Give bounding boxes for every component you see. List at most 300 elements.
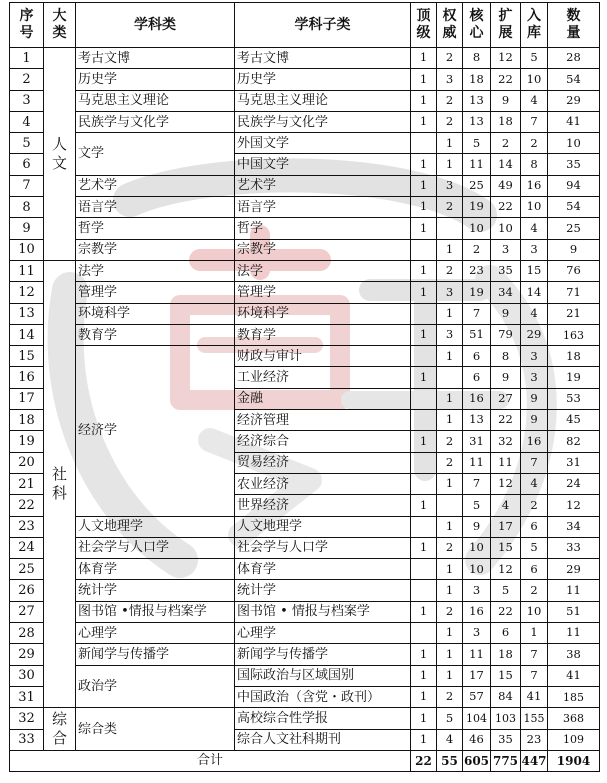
- authority-cell: [437, 495, 463, 516]
- subcategory-cell: 哲学: [235, 218, 411, 239]
- extended-cell: 5: [491, 580, 521, 601]
- core-cell: 16: [463, 601, 491, 622]
- core-cell: 11: [463, 452, 491, 473]
- entry-cell: 2: [521, 495, 548, 516]
- count-cell: 25: [548, 218, 600, 239]
- subcategory-cell: 经济综合: [235, 431, 411, 452]
- entry-cell: 16: [521, 175, 548, 196]
- seq-cell: 31: [10, 686, 44, 707]
- subcategory-cell: 国际政治与区域国别: [235, 665, 411, 686]
- authority-cell: 1: [437, 473, 463, 494]
- core-cell: 5: [463, 133, 491, 154]
- extended-cell: 34: [491, 282, 521, 303]
- table-row: [10, 537, 600, 558]
- core-cell: 25: [463, 175, 491, 196]
- seq-cell: 28: [10, 623, 44, 644]
- top-level-cell: [411, 516, 437, 537]
- count-cell: 38: [548, 644, 600, 665]
- core-cell: 13: [463, 111, 491, 132]
- extended-cell: 32: [491, 431, 521, 452]
- seq-cell: 9: [10, 218, 44, 239]
- subcategory-cell: 语言学: [235, 197, 411, 218]
- extended-cell: 4: [491, 495, 521, 516]
- table-row: [10, 218, 600, 239]
- top-level-cell: 1: [411, 282, 437, 303]
- table-row: [10, 197, 600, 218]
- authority-cell: 1: [437, 346, 463, 367]
- authority-cell: 2: [437, 48, 463, 69]
- subject-cell: 体育学: [76, 559, 235, 580]
- subcategory-cell: 考古文博: [235, 48, 411, 69]
- top-level-cell: [411, 580, 437, 601]
- entry-header: 入 库: [521, 3, 548, 48]
- count-cell: 33: [548, 537, 600, 558]
- subject-cell: 语言学: [76, 197, 235, 218]
- extended-cell: 103: [491, 708, 521, 729]
- subject-cell: 政治学: [76, 665, 235, 708]
- count-cell: 11: [548, 623, 600, 644]
- entry-cell: 7: [521, 665, 548, 686]
- authority-cell: [437, 367, 463, 388]
- authority-cell: 2: [437, 260, 463, 281]
- authority-header: 权 威: [437, 3, 463, 48]
- count-cell: 54: [548, 69, 600, 90]
- top-level-cell: 1: [411, 260, 437, 281]
- seq-cell: 14: [10, 324, 44, 345]
- table-row: [10, 90, 600, 111]
- subject-cell: 宗教学: [76, 239, 235, 260]
- subcategory-cell: 社会学与人口学: [235, 537, 411, 558]
- seq-cell: 29: [10, 644, 44, 665]
- core-cell: 5: [463, 495, 491, 516]
- count-cell: 28: [548, 48, 600, 69]
- extended-cell: 15: [491, 665, 521, 686]
- extended-cell: 12: [491, 559, 521, 580]
- core-cell: 8: [463, 48, 491, 69]
- subject-cell: 统计学: [76, 580, 235, 601]
- seq-cell: 1: [10, 48, 44, 69]
- subcategory-cell: 中国政治（含党・政刊）: [235, 686, 411, 707]
- core-cell: 57: [463, 686, 491, 707]
- subcategory-cell: 法学: [235, 260, 411, 281]
- seq-cell: 20: [10, 452, 44, 473]
- extended-cell: 18: [491, 644, 521, 665]
- seq-cell: 33: [10, 729, 44, 750]
- top-level-cell: 1: [411, 90, 437, 111]
- authority-cell: 2: [437, 197, 463, 218]
- core-cell: 13: [463, 410, 491, 431]
- seq-cell: 11: [10, 260, 44, 281]
- category-humanities: 人 文: [44, 48, 76, 261]
- core-header: 核 心: [463, 3, 491, 48]
- count-cell: 31: [548, 452, 600, 473]
- entry-cell: 7: [521, 644, 548, 665]
- subject-cell: 艺术学: [76, 175, 235, 196]
- extended-cell: 49: [491, 175, 521, 196]
- authority-cell: 2: [437, 431, 463, 452]
- count-cell: 54: [548, 197, 600, 218]
- subject-cell: 教育学: [76, 324, 235, 345]
- authority-cell: 1: [437, 303, 463, 324]
- count-cell: 94: [548, 175, 600, 196]
- category-general: 综 合: [44, 708, 76, 751]
- table-row: [10, 111, 600, 132]
- count-cell: 19: [548, 367, 600, 388]
- top-level-cell: [411, 239, 437, 260]
- entry-cell: 2: [521, 580, 548, 601]
- core-cell: 10: [463, 537, 491, 558]
- core-cell: 7: [463, 473, 491, 494]
- entry-cell: 5: [521, 537, 548, 558]
- subject-cell: 考古文博: [76, 48, 235, 69]
- total-core: 605: [463, 750, 491, 771]
- extended-cell: 79: [491, 324, 521, 345]
- entry-cell: 5: [521, 48, 548, 69]
- table-row: [10, 346, 600, 367]
- seq-cell: 5: [10, 133, 44, 154]
- core-cell: 104: [463, 708, 491, 729]
- core-cell: 6: [463, 367, 491, 388]
- top-level-cell: [411, 559, 437, 580]
- count-cell: 368: [548, 708, 600, 729]
- total-entry: 447: [521, 750, 548, 771]
- top-level-cell: 1: [411, 495, 437, 516]
- subcategory-cell: 民族学与文化学: [235, 111, 411, 132]
- subject-cell: 管理学: [76, 282, 235, 303]
- table-row: [10, 133, 600, 154]
- seq-cell: 4: [10, 111, 44, 132]
- extended-cell: 15: [491, 537, 521, 558]
- entry-cell: 9: [521, 388, 548, 409]
- core-cell: 7: [463, 303, 491, 324]
- seq-cell: 30: [10, 665, 44, 686]
- top-level-cell: [411, 133, 437, 154]
- entry-cell: 9: [521, 410, 548, 431]
- count-cell: 163: [548, 324, 600, 345]
- authority-cell: [437, 218, 463, 239]
- count-header: 数 量: [548, 3, 600, 48]
- subcategory-cell: 综合人文社科期刊: [235, 729, 411, 750]
- entry-cell: 14: [521, 282, 548, 303]
- entry-cell: 3: [521, 346, 548, 367]
- total-count: 1904: [548, 750, 600, 771]
- top-level-cell: 1: [411, 69, 437, 90]
- core-cell: 19: [463, 282, 491, 303]
- authority-cell: 1: [437, 239, 463, 260]
- entry-cell: 4: [521, 218, 548, 239]
- top-level-cell: 1: [411, 154, 437, 175]
- entry-cell: 4: [521, 90, 548, 111]
- core-cell: 19: [463, 197, 491, 218]
- table-row: [10, 48, 600, 69]
- count-cell: 51: [548, 601, 600, 622]
- table-row: [10, 644, 600, 665]
- count-cell: 76: [548, 260, 600, 281]
- extended-cell: 3: [491, 239, 521, 260]
- authority-cell: 5: [437, 708, 463, 729]
- journal-statistics-table: [9, 2, 600, 772]
- subject-cell: 社会学与人口学: [76, 537, 235, 558]
- entry-cell: 6: [521, 559, 548, 580]
- top-level-cell: 1: [411, 197, 437, 218]
- extended-cell: 17: [491, 516, 521, 537]
- top-level-header: 顶 级: [411, 3, 437, 48]
- top-level-cell: [411, 452, 437, 473]
- authority-cell: 3: [437, 175, 463, 196]
- authority-cell: 3: [437, 324, 463, 345]
- header-row: [10, 3, 600, 48]
- table-row: [10, 239, 600, 260]
- top-level-cell: 1: [411, 601, 437, 622]
- top-level-cell: 1: [411, 644, 437, 665]
- seq-cell: 32: [10, 708, 44, 729]
- top-level-cell: 1: [411, 708, 437, 729]
- total-label: 合计: [10, 750, 411, 771]
- table-row: [10, 665, 600, 686]
- extended-header: 扩 展: [491, 3, 521, 48]
- extended-cell: 9: [491, 303, 521, 324]
- seq-cell: 26: [10, 580, 44, 601]
- subject-cell: 经济学: [76, 346, 235, 516]
- seq-cell: 24: [10, 537, 44, 558]
- authority-cell: 1: [437, 133, 463, 154]
- count-cell: 29: [548, 90, 600, 111]
- core-cell: 18: [463, 69, 491, 90]
- entry-cell: 7: [521, 452, 548, 473]
- entry-cell: 15: [521, 260, 548, 281]
- count-cell: 41: [548, 111, 600, 132]
- count-cell: 109: [548, 729, 600, 750]
- count-cell: 53: [548, 388, 600, 409]
- subcategory-header: 学科子类: [235, 3, 411, 48]
- top-level-cell: 1: [411, 48, 437, 69]
- top-level-cell: 1: [411, 729, 437, 750]
- core-cell: 23: [463, 260, 491, 281]
- subcategory-cell: 财政与审计: [235, 346, 411, 367]
- extended-cell: 22: [491, 69, 521, 90]
- top-level-cell: 1: [411, 431, 437, 452]
- seq-cell: 15: [10, 346, 44, 367]
- entry-cell: 10: [521, 69, 548, 90]
- subcategory-cell: 环境科学: [235, 303, 411, 324]
- subcategory-cell: 教育学: [235, 324, 411, 345]
- core-cell: 10: [463, 559, 491, 580]
- authority-cell: 1: [437, 410, 463, 431]
- authority-cell: 2: [437, 537, 463, 558]
- table-row: [10, 303, 600, 324]
- table-row: [10, 708, 600, 729]
- extended-cell: 2: [491, 133, 521, 154]
- table-row: [10, 623, 600, 644]
- top-level-cell: 1: [411, 324, 437, 345]
- subcategory-cell: 马克思主义理论: [235, 90, 411, 111]
- entry-cell: 3: [521, 367, 548, 388]
- subcategory-cell: 贸易经济: [235, 452, 411, 473]
- seq-cell: 8: [10, 197, 44, 218]
- total-top-level: 22: [411, 750, 437, 771]
- count-cell: 24: [548, 473, 600, 494]
- authority-cell: 1: [437, 644, 463, 665]
- count-cell: 18: [548, 346, 600, 367]
- extended-cell: 10: [491, 218, 521, 239]
- extended-cell: 6: [491, 623, 521, 644]
- core-cell: 46: [463, 729, 491, 750]
- count-cell: 9: [548, 239, 600, 260]
- top-level-cell: [411, 410, 437, 431]
- top-level-cell: [411, 473, 437, 494]
- entry-cell: 23: [521, 729, 548, 750]
- extended-cell: 22: [491, 410, 521, 431]
- total-authority: 55: [437, 750, 463, 771]
- top-level-cell: 1: [411, 218, 437, 239]
- entry-cell: 16: [521, 431, 548, 452]
- authority-cell: 3: [437, 282, 463, 303]
- entry-cell: 1: [521, 623, 548, 644]
- extended-cell: 11: [491, 452, 521, 473]
- entry-cell: 7: [521, 111, 548, 132]
- subject-cell: 马克思主义理论: [76, 90, 235, 111]
- subcategory-cell: 管理学: [235, 282, 411, 303]
- entry-cell: 3: [521, 239, 548, 260]
- count-cell: 45: [548, 410, 600, 431]
- authority-cell: 3: [437, 69, 463, 90]
- seq-cell: 17: [10, 388, 44, 409]
- count-cell: 21: [548, 303, 600, 324]
- subcategory-cell: 世界经济: [235, 495, 411, 516]
- seq-cell: 10: [10, 239, 44, 260]
- seq-cell: 22: [10, 495, 44, 516]
- authority-cell: 2: [437, 601, 463, 622]
- core-cell: 6: [463, 346, 491, 367]
- core-cell: 16: [463, 388, 491, 409]
- authority-cell: 1: [437, 516, 463, 537]
- subcategory-cell: 统计学: [235, 580, 411, 601]
- core-cell: 9: [463, 516, 491, 537]
- subcategory-cell: 经济管理: [235, 410, 411, 431]
- subcategory-cell: 新闻学与传播学: [235, 644, 411, 665]
- count-cell: 29: [548, 559, 600, 580]
- seq-cell: 7: [10, 175, 44, 196]
- entry-cell: 41: [521, 686, 548, 707]
- authority-cell: 1: [437, 559, 463, 580]
- top-level-cell: [411, 388, 437, 409]
- subcategory-cell: 工业经济: [235, 367, 411, 388]
- seq-cell: 12: [10, 282, 44, 303]
- subject-cell: 综合类: [76, 708, 235, 751]
- authority-cell: 1: [437, 623, 463, 644]
- extended-cell: 9: [491, 367, 521, 388]
- authority-cell: 2: [437, 111, 463, 132]
- entry-cell: 10: [521, 601, 548, 622]
- core-cell: 11: [463, 154, 491, 175]
- subcategory-cell: 高校综合性学报: [235, 708, 411, 729]
- seq-cell: 3: [10, 90, 44, 111]
- top-level-cell: 1: [411, 175, 437, 196]
- table-row: [10, 559, 600, 580]
- extended-cell: 22: [491, 197, 521, 218]
- authority-cell: 1: [437, 665, 463, 686]
- subcategory-cell: 外国文学: [235, 133, 411, 154]
- core-cell: 51: [463, 324, 491, 345]
- subject-cell: 心理学: [76, 623, 235, 644]
- subject-cell: 图书馆 •情报与档案学: [76, 601, 235, 622]
- core-cell: 11: [463, 644, 491, 665]
- count-cell: 71: [548, 282, 600, 303]
- extended-cell: 14: [491, 154, 521, 175]
- total-extended: 775: [491, 750, 521, 771]
- authority-cell: 1: [437, 388, 463, 409]
- subject-cell: 文学: [76, 133, 235, 176]
- subject-cell: 哲学: [76, 218, 235, 239]
- top-level-cell: 1: [411, 111, 437, 132]
- extended-cell: 22: [491, 601, 521, 622]
- seq-cell: 16: [10, 367, 44, 388]
- subject-cell: 法学: [76, 260, 235, 281]
- core-cell: 31: [463, 431, 491, 452]
- subject-cell: 人文地理学: [76, 516, 235, 537]
- entry-cell: 4: [521, 303, 548, 324]
- seq-cell: 6: [10, 154, 44, 175]
- subcategory-cell: 金融: [235, 388, 411, 409]
- top-level-cell: [411, 303, 437, 324]
- authority-cell: 2: [437, 686, 463, 707]
- top-level-cell: [411, 623, 437, 644]
- top-level-cell: 1: [411, 367, 437, 388]
- table-row: [10, 601, 600, 622]
- entry-cell: 2: [521, 133, 548, 154]
- extended-cell: 9: [491, 90, 521, 111]
- extended-cell: 12: [491, 48, 521, 69]
- authority-cell: 4: [437, 729, 463, 750]
- subcategory-cell: 艺术学: [235, 175, 411, 196]
- entry-cell: 4: [521, 473, 548, 494]
- subcategory-cell: 中国文学: [235, 154, 411, 175]
- table-row: [10, 516, 600, 537]
- seq-cell: 13: [10, 303, 44, 324]
- entry-cell: 8: [521, 154, 548, 175]
- extended-cell: 8: [491, 346, 521, 367]
- entry-cell: 6: [521, 516, 548, 537]
- authority-cell: 2: [437, 452, 463, 473]
- subcategory-cell: 人文地理学: [235, 516, 411, 537]
- table-row: [10, 324, 600, 345]
- table-row: [10, 282, 600, 303]
- count-cell: 10: [548, 133, 600, 154]
- subcategory-cell: 图书馆 • 情报与档案学: [235, 601, 411, 622]
- authority-cell: 2: [437, 90, 463, 111]
- core-cell: 2: [463, 239, 491, 260]
- top-level-cell: 1: [411, 537, 437, 558]
- extended-cell: 84: [491, 686, 521, 707]
- extended-cell: 27: [491, 388, 521, 409]
- extended-cell: 12: [491, 473, 521, 494]
- core-cell: 17: [463, 665, 491, 686]
- count-cell: 34: [548, 516, 600, 537]
- authority-cell: 1: [437, 580, 463, 601]
- seq-cell: 21: [10, 473, 44, 494]
- table-row: [10, 69, 600, 90]
- category-social: 社 科: [44, 260, 76, 707]
- subcategory-cell: 心理学: [235, 623, 411, 644]
- subcategory-cell: 历史学: [235, 69, 411, 90]
- entry-cell: 10: [521, 197, 548, 218]
- subcategory-cell: 宗教学: [235, 239, 411, 260]
- table-row: [10, 580, 600, 601]
- subcategory-cell: 农业经济: [235, 473, 411, 494]
- entry-cell: 29: [521, 324, 548, 345]
- authority-cell: 1: [437, 154, 463, 175]
- count-cell: 12: [548, 495, 600, 516]
